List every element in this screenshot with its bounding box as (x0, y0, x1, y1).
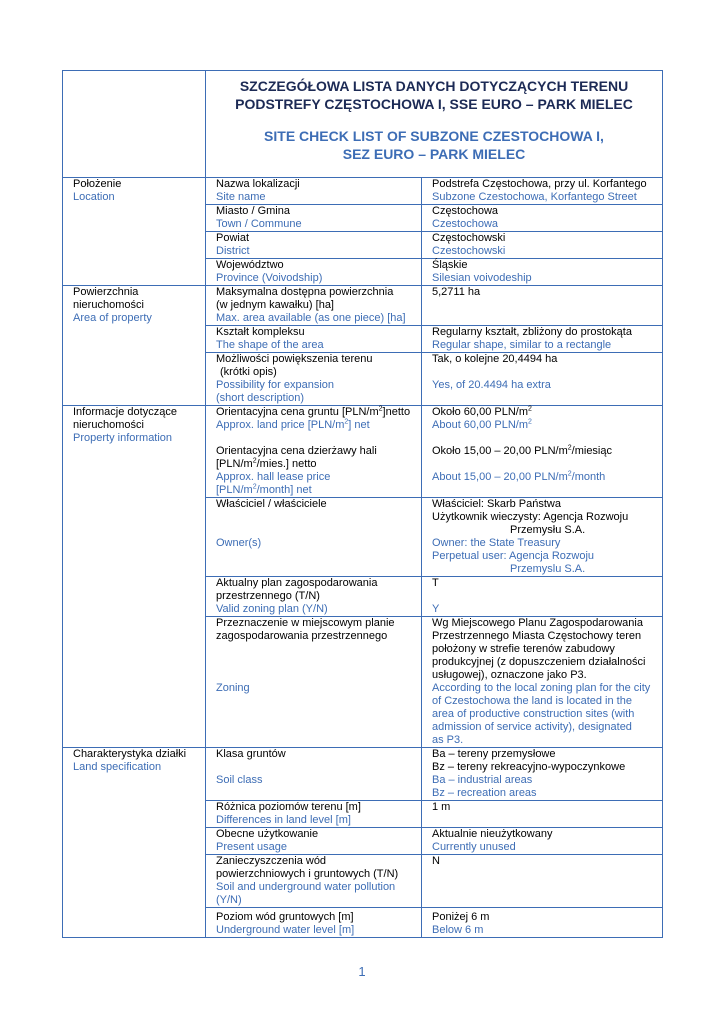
site-checklist-table (62, 70, 663, 938)
plan-label-pl-2: przestrzennego (T/N) (216, 590, 320, 602)
site-name-value (422, 178, 663, 205)
zoning-value-pl-3: położony w strefie terenów zabudowy (432, 643, 615, 655)
town-label-en: Town / Commune (216, 218, 302, 230)
owner-value-en-1: Owner: the State Treasury (432, 537, 561, 549)
soil-label-en: Soil class (216, 774, 263, 786)
row-soil (63, 748, 663, 801)
hall-label-en-1: Approx. hall lease price (216, 471, 331, 483)
plan-value-pl: T (432, 577, 439, 589)
soil-value-pl-1: Ba – tereny przemysłowe (432, 748, 556, 760)
province-value-en: Silesian voivodeship (432, 272, 532, 284)
expansion-label-pl-2: (krótki opis) (220, 366, 277, 378)
town-value (422, 205, 663, 232)
plan-value-en: Y (432, 603, 440, 615)
usage-label-en: Present usage (216, 841, 287, 853)
zoning-value-en-1: According to the local zoning plan for the city (432, 682, 651, 694)
site-name-label (206, 178, 422, 205)
land-price-value-en: About 60,00 PLN/$m^2$ (432, 418, 532, 431)
shape-label-en: The shape of the area (216, 339, 324, 351)
section-land-spec-pl: Charakterystyka działki (73, 748, 187, 760)
level-label-pl: Różnica poziomów terenu [m] (216, 801, 361, 813)
province-label-pl: Województwo (216, 259, 284, 271)
title-pl-line2: PODSTREFY CZĘSTOCHOWA I, SSE EURO – PARK MIELEC (235, 96, 633, 112)
hall-value-en: About 15,00 – 20,00 PLN/$m^2$/month (432, 470, 606, 483)
max-area-value (422, 286, 663, 326)
shape-label-pl: Kształt kompleksu (216, 326, 305, 338)
expansion-value (422, 353, 663, 406)
zoning-value-pl-5: usługowej), oznaczone jako P3. (432, 669, 587, 681)
water-value (422, 908, 663, 938)
header-row (63, 71, 663, 178)
header-empty-cell (63, 71, 206, 178)
district-value-pl: Częstochowski (432, 232, 506, 244)
max-area-label-pl-1: Maksymalna dostępna powierzchnia (216, 286, 394, 298)
zoning-value (422, 617, 663, 748)
plan-value (422, 577, 663, 617)
province-label-en: Province (Voivodship) (216, 272, 323, 284)
max-area-label (206, 286, 422, 326)
pollution-label (206, 855, 422, 908)
shape-value-pl: Regularny kształt, zbliżony do prostokąta (432, 326, 632, 338)
pollution-label-en-2: (Y/N) (216, 894, 242, 906)
shape-label (206, 326, 422, 353)
hall-label-pl-1: Orientacyjna cena dzierżawy hali (216, 445, 377, 457)
expansion-label-en-2: (short description) (216, 392, 305, 404)
province-label (206, 259, 422, 286)
site-name-value-pl: Podstrefa Częstochowa, przy ul. Korfantego (432, 178, 647, 190)
section-area (63, 286, 206, 406)
plan-label-en: Valid zoning plan (Y/N) (216, 603, 328, 615)
max-area-value-text: 5,2711 ha (432, 286, 481, 298)
title-en-line1: SITE CHECK LIST OF SUBZONE CZESTOCHOWA I, (264, 128, 604, 144)
max-area-label-pl-2: (w jednym kawałku) [ha] (216, 299, 334, 311)
usage-value (422, 828, 663, 855)
level-label (206, 801, 422, 828)
zoning-value-pl-4: produkcyjnej (z dopuszczeniem działalności (432, 656, 646, 668)
site-name-value-en: Subzone Czestochowa, Korfantego Street (432, 191, 637, 203)
owner-value (422, 498, 663, 577)
soil-value-en-2: Bz – recreation areas (432, 787, 537, 799)
zoning-value-en-3: area of productive construction sites (with (432, 708, 635, 720)
water-label-pl: Poziom wód gruntowych [m] (216, 911, 354, 923)
zoning-label (206, 617, 422, 748)
district-label-pl: Powiat (216, 232, 250, 244)
owner-value-pl-2: Użytkownik wieczysty: Agencja Rozwoju (432, 511, 629, 523)
soil-label-pl: Klasa gruntów (216, 748, 286, 760)
water-label (206, 908, 422, 938)
title-pl-line1: SZCZEGÓŁOWA LISTA DANYCH DOTYCZĄCYCH TERENU (239, 78, 629, 94)
land-price-label-pl: Orientacyjna cena gruntu $[PLN/m^2]netto$ (216, 405, 411, 418)
section-location (63, 178, 206, 286)
row-site-name (63, 178, 663, 205)
province-value (422, 259, 663, 286)
hall-value-pl: Około 15,00 – 20,00 PLN/$m^2$/miesiąc (432, 444, 612, 457)
soil-value-pl-2: Bz – tereny rekreacyjno-wypoczynkowe (432, 761, 626, 773)
usage-value-pl: Aktualnie nieużytkowany (432, 828, 553, 840)
expansion-value-en: Yes, of 20.4494 ha extra (432, 379, 551, 391)
district-value (422, 232, 663, 259)
province-value-pl: Śląskie (432, 259, 468, 271)
owner-label-en: Owner(s) (216, 537, 262, 549)
shape-value-en: Regular shape, similar to a rectangle (432, 339, 612, 351)
section-property-pl-2: nieruchomości (73, 419, 144, 431)
town-label-pl: Miasto / Gmina (216, 205, 290, 217)
usage-value-en: Currently unused (432, 841, 516, 853)
land-price-label-en: Approx. land price $[PLN/m^2]$ net (216, 418, 370, 431)
section-property (63, 406, 206, 748)
row-max-area (63, 286, 663, 326)
header-title-cell (206, 71, 663, 178)
land-price-value-pl: Około 60,00 PLN/$m^2$ (432, 405, 532, 418)
pollution-value (422, 855, 663, 908)
owner-label-pl: Właściciel / właściciele (216, 498, 327, 510)
pollution-label-pl-1: Zanieczyszczenia wód (216, 855, 327, 867)
pollution-value-text: N (432, 855, 440, 867)
soil-value (422, 748, 663, 801)
town-value-pl: Częstochowa (432, 205, 499, 217)
hall-label-en-2: $[PLN/m^2/month]$ net (216, 483, 312, 496)
zoning-value-en-5: as P3. (432, 734, 464, 746)
town-label (206, 205, 422, 232)
owner-value-en-2: Perpetual user: Agencja Rozwoju (432, 550, 595, 562)
checklist-page (62, 70, 662, 938)
section-land-spec (63, 748, 206, 938)
zoning-value-en-4: admission of service activity), designated (432, 721, 632, 733)
owner-label (206, 498, 422, 577)
section-location-en: Location (73, 191, 115, 203)
water-value-en: Below 6 m (432, 924, 484, 936)
zoning-value-pl-2: Przestrzennego Miasta Częstochowy teren (432, 630, 642, 642)
expansion-label (206, 353, 422, 406)
row-prices (63, 406, 663, 498)
expansion-label-en-1: Possibility for expansion (216, 379, 335, 391)
zoning-label-pl-2: zagospodarowania przestrzennego (216, 630, 388, 642)
zoning-label-en: Zoning (216, 682, 250, 694)
prices-value (422, 406, 663, 498)
section-property-en: Property information (73, 432, 173, 444)
section-location-pl: Położenie (73, 178, 122, 190)
owner-value-pl-1: Właściciel: Skarb Państwa (432, 498, 561, 510)
district-label (206, 232, 422, 259)
pollution-label-pl-2: powierzchniowych i gruntowych (T/N) (216, 868, 399, 880)
expansion-label-pl-1: Możliwości powiększenia terenu (216, 353, 373, 365)
section-area-pl-2: nieruchomości (73, 299, 144, 311)
pollution-label-en-1: Soil and underground water pollution (216, 881, 396, 893)
prices-label (206, 406, 422, 498)
max-area-label-en: Max. area available (as one piece) [ha] (216, 312, 406, 324)
expansion-value-pl: Tak, o kolejne 20,4494 ha (432, 353, 558, 365)
town-value-en: Czestochowa (432, 218, 499, 230)
district-label-en: District (216, 245, 250, 257)
level-value (422, 801, 663, 828)
plan-label-pl-1: Aktualny plan zagospodarowania (216, 577, 378, 589)
plan-label (206, 577, 422, 617)
usage-label (206, 828, 422, 855)
section-area-en: Area of property (73, 312, 152, 324)
site-name-label-en: Site name (216, 191, 266, 203)
soil-label (206, 748, 422, 801)
site-name-label-pl: Nazwa lokalizacji (216, 178, 300, 190)
owner-value-pl-3: Przemysłu S.A. (510, 524, 586, 536)
title-en-line2: SEZ EURO – PARK MIELEC (342, 146, 526, 162)
section-land-spec-en: Land specification (73, 761, 162, 773)
water-value-pl: Poniżej 6 m (432, 911, 490, 923)
section-property-pl-1: Informacje dotyczące (73, 406, 177, 418)
section-area-pl-1: Powierzchnia (73, 286, 139, 298)
district-value-en: Czestochowski (432, 245, 506, 257)
owner-value-en-3: Przemyslu S.A. (510, 563, 586, 575)
water-label-en: Underground water level [m] (216, 924, 355, 936)
page-number: 1 (358, 964, 366, 979)
hall-label-pl-2: $[PLN/m^2/mies.]$ netto (216, 457, 317, 470)
zoning-value-pl-1: Wg Miejscowego Planu Zagospodarowania (432, 617, 643, 629)
zoning-label-pl-1: Przeznaczenie w miejscowym planie (216, 617, 395, 629)
shape-value (422, 326, 663, 353)
soil-value-en-1: Ba – industrial areas (432, 774, 533, 786)
zoning-value-en-2: of Czestochowa the land is located in the (432, 695, 632, 707)
usage-label-pl: Obecne użytkowanie (216, 828, 319, 840)
level-value-text: 1 m (432, 801, 451, 813)
level-label-en: Differences in land level [m] (216, 814, 351, 826)
